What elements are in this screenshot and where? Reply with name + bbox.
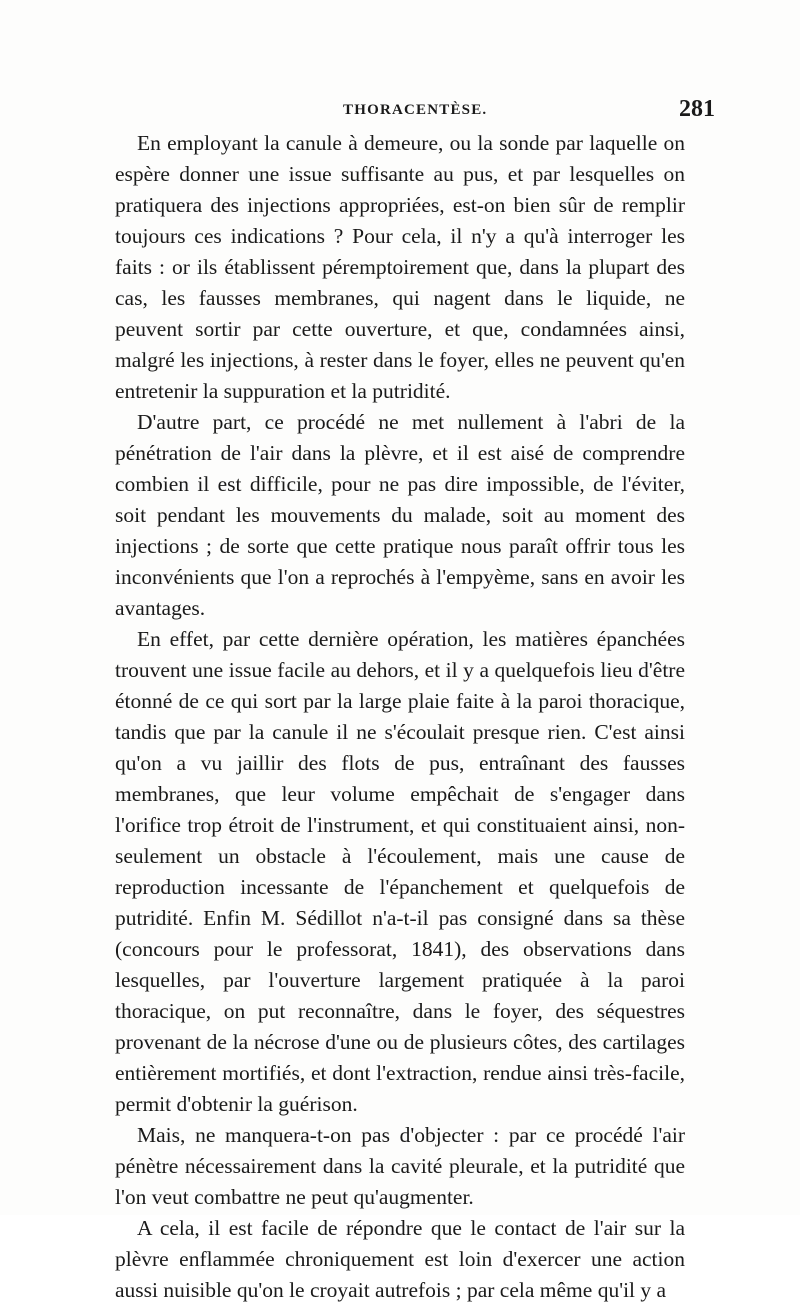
paragraph-1: En employant la canule à demeure, ou la sonde par laquelle on espère donner une issue suffisante au pus, et par lesquelles on pratiquera des injections appropriées, est-on bien sûr de remplir toujours ces indications ? Pour cela, il n'y a qu'à interroger les faits : or ils établissent péremptoirement que, dans la plupart des cas, les fausses membranes, qui nagent dans le liquide, ne peuvent sortir par cette ouverture, et que, condamnées ainsi, malgré les injections, à rester dans le foyer, elles ne peuvent qu'en entretenir la suppuration et la putridité. [115, 131, 685, 403]
paragraph-2: D'autre part, ce procédé ne met nullement à l'abri de la pénétration de l'air dans la plèvre, et il est aisé de comprendre combien il est difficile, pour ne pas dire impossible, de l'éviter, soit pendant les mouvements du malade, soit au moment des injections ; de sorte que cette pratique nous paraît offrir tous les inconvénients que l'on a reprochés à l'empyème, sans en avoir les avantages. [115, 410, 685, 620]
running-title: THORACENTÈSE. [343, 102, 488, 118]
body-text [115, 128, 685, 1306]
paragraph-3: En effet, par cette dernière opération, les matières épanchées trouvent une issue facile au dehors, et il y a quelquefois lieu d'être étonné de ce qui sort par la large plaie faite à la paroi thoracique, tandis que par la canule il ne s'écoulait presque rien. C'est ainsi qu'on a vu jaillir des flots de pus, entraînant des fausses membranes, que leur volume empêchait de s'engager dans l'orifice trop étroit de l'instrument, et qui constituaient ainsi, non-seulement un obstacle à l'écoulement, mais une cause de reproduction incessante de l'épanchement et quelquefois de putridité. Enfin M. Sédillot n'a-t-il pas consigné dans sa thèse (concours pour le professorat, 1841), des observations dans lesquelles, par l'ouverture largement pratiquée à la paroi thoracique, on put reconnaître, dans le foyer, des séquestres provenant de la nécrose d'une ou de plusieurs côtes, des cartilages entièrement mortifiés, et dont l'extraction, rendue ainsi très-facile, permit d'obtenir la guérison. [115, 627, 685, 1116]
paragraph-5: A cela, il est facile de répondre que le contact de l'air sur la plèvre enflammée chroniquement est loin d'exercer une action aussi nuisible qu'on le croyait autrefois ; par cela même qu'il y a [115, 1216, 685, 1302]
paragraph-4: Mais, ne manquera-t-on pas d'objecter : par ce procédé l'air pénètre nécessairement dans la cavité pleurale, et la putridité que l'on veut combattre ne peut qu'augmenter. [115, 1123, 685, 1209]
page-number: 281 [679, 96, 715, 122]
running-header [115, 96, 715, 124]
